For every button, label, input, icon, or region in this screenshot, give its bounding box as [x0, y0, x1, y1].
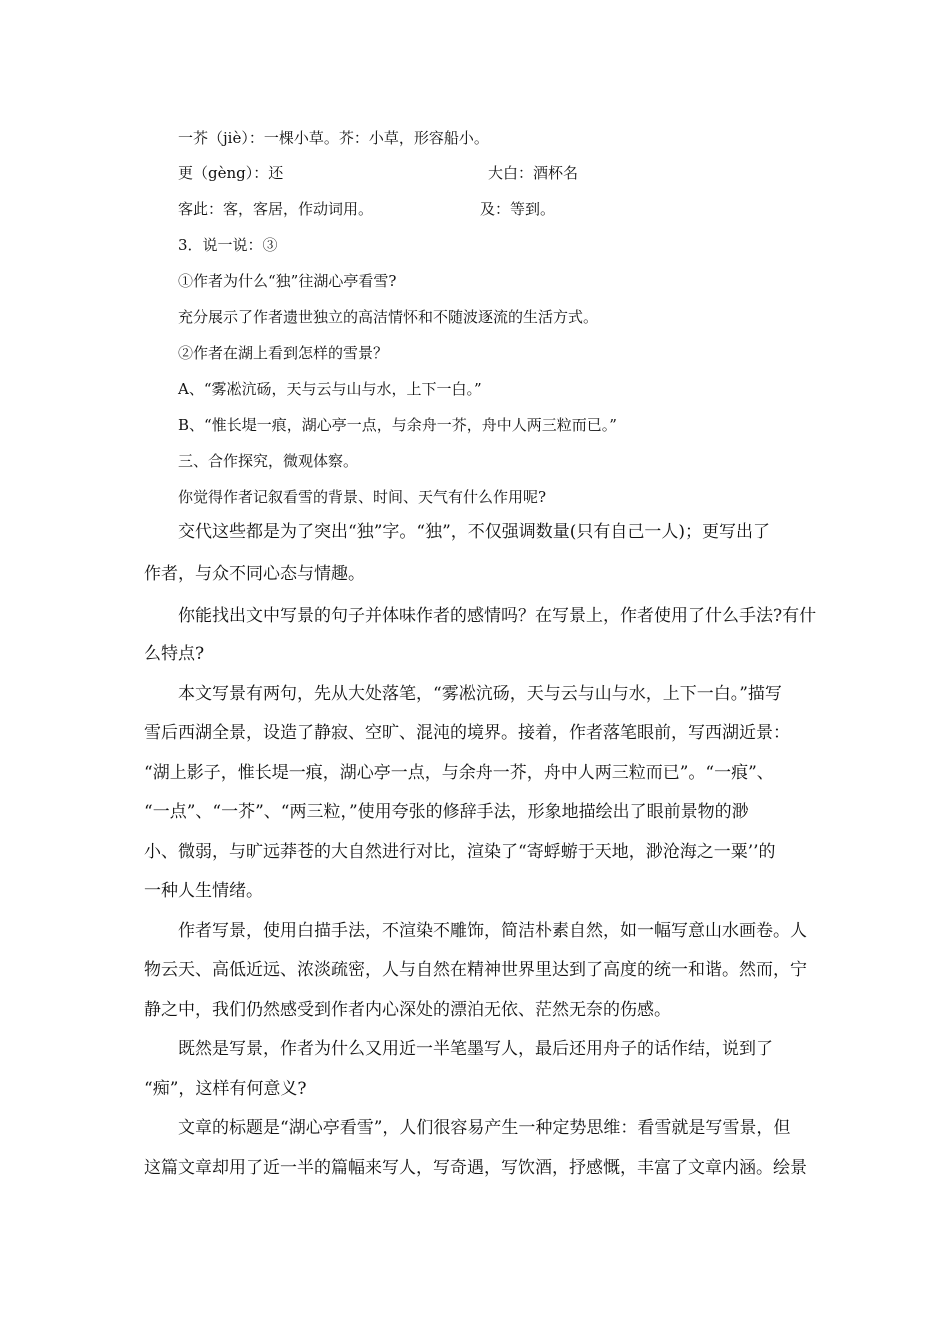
discuss-question-2: ②作者在湖上看到怎样的雪景？ [178, 344, 389, 362]
glossary-line-1: 一芥（jiè）：一棵小草。芥：小草，形容船小。 [178, 129, 489, 147]
paragraph-4-line-3: 静之中，我们仍然感受到作者内心深处的漂泊无依、茫然无奈的伤感。 [144, 1000, 671, 1020]
paragraph-3-line-5: 小、微弱，与旷远莽苍的大自然进行对比，渲染了“寄蜉蝣于天地，渺沧海之一粟’’的 [144, 842, 776, 862]
paragraph-1-line-1: 交代这些都是为了突出“独”字。“独”，不仅强调数量(只有自己一人)；更写出了 [178, 522, 771, 542]
paragraph-4-line-1: 作者写景，使用白描手法，不渲染不雕饰，简洁朴素自然，如一幅写意山水画卷。人 [178, 921, 807, 941]
paragraph-3-line-4: “一点”、“一芥”、“两三粒，”使用夸张的修辞手法，形象地描绘出了眼前景物的渺 [144, 802, 749, 822]
paragraph-3-line-2: 雪后西湖全景，设造了静寂、空旷、混沌的境界。接着，作者落笔眼前，写西湖近景： [144, 723, 790, 743]
glossary-line-2-right: 大白：酒杯名 [488, 164, 579, 182]
paragraph-5-line-2: “痴”，这样有何意义? [144, 1079, 307, 1099]
section-3-heading: 三、合作探究，微观体察。 [178, 452, 359, 470]
paragraph-6-line-2: 这篇文章却用了近一半的篇幅来写人，写奇遇，写饮酒，抒感慨，丰富了文章内涵。绘景 [144, 1158, 807, 1178]
discuss-answer-2a: A、“雾凇沆砀，天与云与山与水，上下一白。” [178, 380, 482, 398]
paragraph-3-line-3: “湖上影子，惟长堤一痕，湖心亭一点，与余舟一芥，舟中人两三粒而已”。“一痕”、 [144, 763, 774, 783]
paragraph-1-line-2: 作者，与众不同心态与情趣。 [144, 564, 365, 584]
glossary-line-2-left: 更（gèng）：还 [178, 164, 284, 182]
paragraph-3-line-6: 一种人生情绪。 [144, 881, 263, 901]
glossary-line-3-left: 客此：客，客居，作动词用。 [178, 200, 374, 218]
paragraph-2-line-1: 你能找出文中写景的句子并体味作者的感情吗？在写景上，作者使用了什么手法?有什 [178, 606, 817, 626]
paragraph-4-line-2: 物云天、高低近远、浓淡疏密，人与自然在精神世界里达到了高度的统一和谐。然而，宁 [144, 960, 807, 980]
paragraph-3-line-1: 本文写景有两句，先从大处落笔，“雾凇沆砀，天与云与山与水，上下一白。”描写 [178, 684, 782, 704]
glossary-line-3-right: 及：等到。 [480, 200, 556, 218]
paragraph-2-line-2: 么特点? [144, 644, 205, 664]
discuss-answer-2b: B、“惟长堤一痕，湖心亭一点，与余舟一芥，舟中人两三粒而已。” [178, 416, 617, 434]
discuss-heading: 3．说一说：③ [178, 236, 278, 254]
discuss-answer-1: 充分展示了作者遗世独立的高洁情怀和不随波逐流的生活方式。 [178, 308, 599, 326]
section-3-question: 你觉得作者记叙看雪的背景、时间、天气有什么作用呢? [178, 488, 547, 506]
discuss-question-1: ①作者为什么“独”往湖心亭看雪? [178, 272, 397, 290]
paragraph-5-line-1: 既然是写景，作者为什么又用近一半笔墨写人，最后还用舟子的话作结，说到了 [178, 1039, 773, 1059]
paragraph-6-line-1: 文章的标题是“湖心亭看雪”，人们很容易产生一种定势思维：看雪就是写雪景，但 [178, 1118, 791, 1138]
